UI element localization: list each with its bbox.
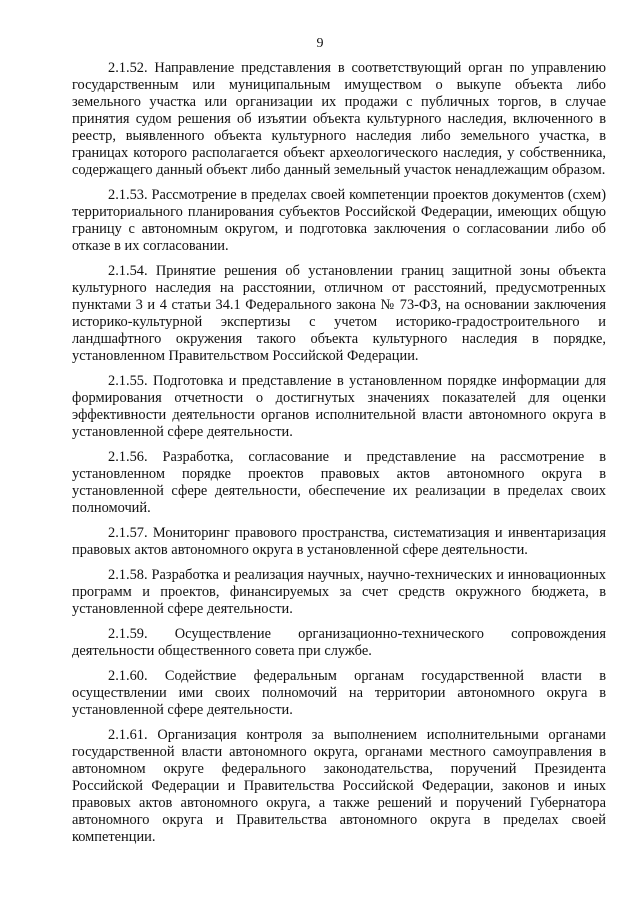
paragraph-2-1-54: 2.1.54. Принятие решения об установлении границ защитной зоны объекта культурного наследия на расстоянии, отличном от расстояний, предусмотренных пунктами 3 и 4 статьи 34.1 Федерального закона № 73-ФЗ, на основании заключения историко-культурной экспертизы с учетом историко-градостроительного и ландшафтного окружения такого объекта культурного наследия в порядке, установленном Правительством Российской Федерации. bbox=[72, 263, 606, 364]
document-body bbox=[72, 60, 606, 846]
page-number: 9 bbox=[316, 36, 324, 51]
paragraph-2-1-53: 2.1.53. Рассмотрение в пределах своей компетенции проектов документов (схем) территориального планирования субъектов Российской Федерации, имеющих общую границу с автономным округом, и подготовка заключения о согласовании либо об отказе в их согласовании. bbox=[72, 187, 606, 254]
paragraph-2-1-60: 2.1.60. Содействие федеральным органам государственной власти в осуществлении ими своих полномочий на территории автономного округа в установленной сфере деятельности. bbox=[72, 668, 606, 718]
paragraph-2-1-55: 2.1.55. Подготовка и представление в установленном порядке информации для формирования отчетности о достигнутых значениях показателей для оценки эффективности деятельности органов исполнительной власти автономного округа в установленной сфере деятельности. bbox=[72, 373, 606, 440]
paragraph-2-1-56: 2.1.56. Разработка, согласование и представление на рассмотрение в установленном порядке проектов правовых актов автономного округа в установленной сфере деятельности, обеспечение их реализации в пределах своих полномочий. bbox=[72, 449, 606, 516]
paragraph-2-1-57: 2.1.57. Мониторинг правового пространства, систематизация и инвентаризация правовых актов автономного округа в установленной сфере деятельности. bbox=[72, 525, 606, 558]
paragraph-2-1-58: 2.1.58. Разработка и реализация научных, научно-технических и инновационных программ и проектов, финансируемых за счет средств окружного бюджета, в установленной сфере деятельности. bbox=[72, 567, 606, 617]
paragraph-2-1-61: 2.1.61. Организация контроля за выполнением исполнительными органами государственной власти автономного округа, органами местного самоуправления в автономном округе федерального законодательства, поручений Президента Российской Федерации и Правительства Российской Федерации, законов и иных правовых актов автономного округа, а также решений и поручений Губернатора автономного округа и Правительства автономного округа в пределах своей компетенции. bbox=[72, 727, 606, 845]
paragraph-2-1-52: 2.1.52. Направление представления в соответствующий орган по управлению государственным или муниципальным имуществом о выкупе объекта либо земельного участка или организации их продажи с публичных торгов, в случае принятия судом решения об изъятии объекта культурного наследия, включенного в реестр, выявленного объекта культурного наследия либо земельного участка, в границах которого располагается объект археологического наследия, у собственника, содержащего данный объект либо данный земельный участок ненадлежащим образом. bbox=[72, 60, 606, 178]
paragraph-2-1-59: 2.1.59. Осуществление организационно-технического сопровождения деятельности общественного совета при службе. bbox=[72, 626, 606, 659]
